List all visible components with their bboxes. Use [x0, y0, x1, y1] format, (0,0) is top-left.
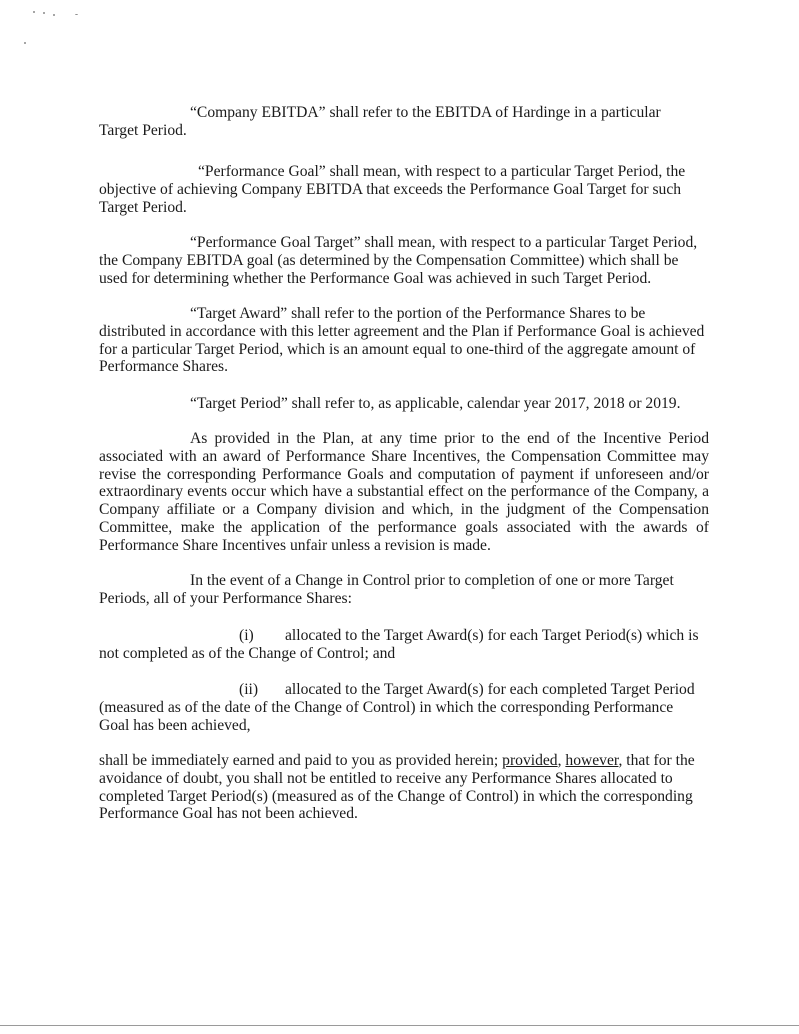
underlined-term-provided: provided: [502, 752, 558, 769]
text-line: Performance Share Incentives unfair unless a revision is made.: [99, 536, 491, 554]
text-line: Performance Goal has not been achieved.: [99, 805, 358, 823]
text-line: associated with an award of Performance Share Incentives, the Compensation Committee may: [99, 447, 709, 465]
text-line: extraordinary events occur which have a substantial effect on the performance of the Company, a: [99, 483, 709, 501]
text-line: distributed in accordance with this letter agreement and the Plan if Performance Goal is achieved: [99, 322, 705, 340]
text-line: (measured as of the date of the Change of Control) in which the corresponding Performance: [99, 698, 674, 716]
text-line: Target Period.: [99, 198, 187, 216]
paragraph-performance-goal-target: [99, 234, 709, 287]
list-item-i: [99, 627, 709, 663]
list-item-text: allocated to the Target Award(s) for each Target Period(s) which is: [285, 627, 699, 644]
text-line: [99, 627, 709, 645]
text-line: In the event of a Change in Control prior to completion of one or more Target: [190, 572, 674, 589]
text-line: the Company EBITDA goal (as determined by the Compensation Committee) which shall be: [99, 251, 679, 269]
paragraph-performance-goal: [99, 163, 709, 216]
text-line: not completed as of the Change of Control; and: [99, 644, 396, 662]
text-line: “Target Award” shall refer to the portion of the Performance Shares to be: [190, 305, 646, 322]
text-line: “Company EBITDA” shall refer to the EBITDA of Hardinge in a particular: [190, 104, 661, 121]
text-line: Company affiliate or a Company division and which, in the judgment of the Compensation: [99, 501, 709, 519]
list-item-text: allocated to the Target Award(s) for each completed Target Period: [285, 681, 695, 698]
text-line: completed Target Period(s) (measured as of the Change of Control) in which the corresponding: [99, 787, 693, 805]
text-line: Performance Shares.: [99, 358, 229, 376]
text-line: objective of achieving Company EBITDA that exceeds the Performance Goal Target for such: [99, 180, 682, 198]
paragraph-proviso: [99, 752, 709, 823]
text-line: [99, 752, 709, 770]
text-line: “Performance Goal Target” shall mean, with respect to a particular Target Period,: [190, 234, 698, 251]
text-line: for a particular Target Period, which is an amount equal to one-third of the aggregate amount of: [99, 340, 696, 358]
paragraph-company-ebitda: [99, 104, 709, 140]
text-line: [99, 681, 709, 699]
text-fragment: , that for the: [618, 752, 695, 769]
text-line: “Target Period” shall refer to, as applicable, calendar year 2017, 2018 or 2019.: [190, 395, 681, 412]
paragraph-target-award: [99, 305, 709, 376]
text-line: Committee, make the application of the performance goals associated with the awards of: [99, 518, 709, 536]
text-line: used for determining whether the Performance Goal was achieved in such Target Period.: [99, 269, 652, 287]
underlined-term-however: however: [565, 752, 619, 769]
text-line: As provided in the Plan, at any time prior to the end of the Incentive Period: [190, 430, 709, 447]
page-bottom-edge: [0, 1025, 799, 1026]
paragraph-change-in-control: [99, 572, 709, 608]
text-line: Target Period.: [99, 121, 187, 139]
paragraph-plan-revision: [99, 430, 709, 555]
text-fragment: shall be immediately earned and paid to you as provided herein;: [99, 752, 503, 769]
text-line: Goal has been achieved,: [99, 716, 251, 734]
text-line: revise the corresponding Performance Goals and computation of payment if unforeseen and/or: [99, 465, 709, 483]
list-item-ii: [99, 681, 709, 734]
list-marker: (i): [239, 627, 254, 644]
text-line: “Performance Goal” shall mean, with respect to a particular Target Period, the: [198, 163, 686, 180]
text-fragment: ,: [557, 752, 566, 769]
list-marker: (ii): [239, 681, 259, 698]
text-line: Periods, all of your Performance Shares:: [99, 589, 352, 607]
text-line: avoidance of doubt, you shall not be entitled to receive any Performance Shares allocated to: [99, 769, 673, 787]
paragraph-target-period: [99, 395, 709, 413]
